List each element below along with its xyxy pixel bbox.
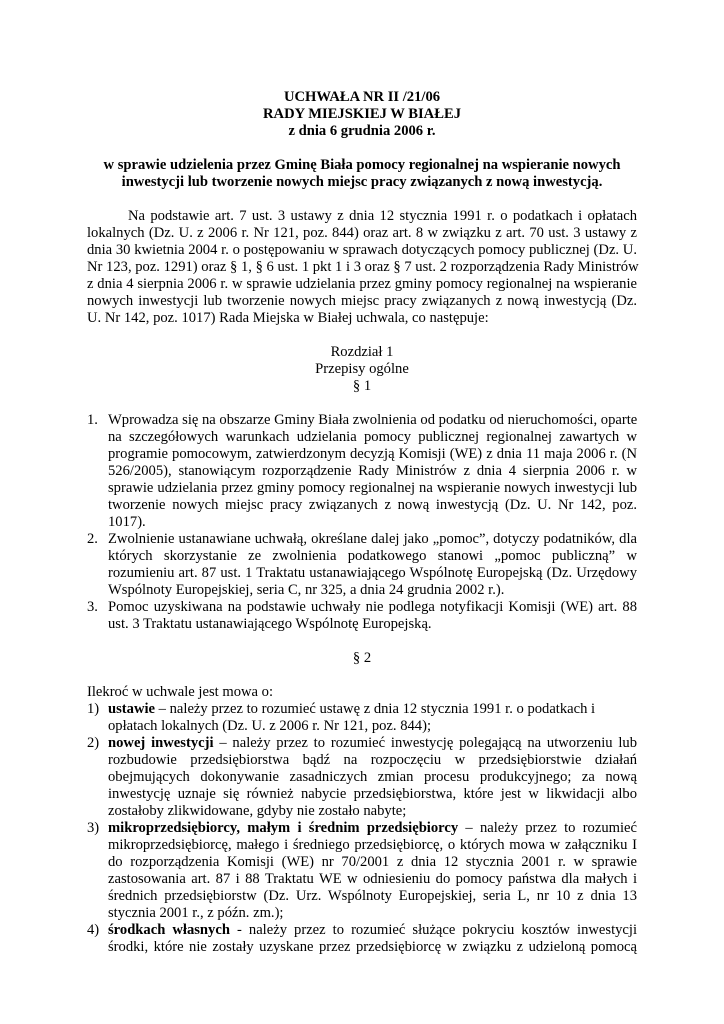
list-item-line: rozbudowie przedsiębiorstwa bądź na rozpoczęciu w przedsiębiorstwie działań bbox=[108, 752, 637, 768]
list-item-line: których skorzystanie ze zwolnienia podatkowego stanowi „pomoc publiczną” w bbox=[108, 548, 637, 564]
resolution-subject-line-2: inwestycji lub tworzenie nowych miejsc pracy związanych z nową inwestycją. bbox=[121, 174, 603, 190]
list-item-line: zostałoby zlikwidowane, gdyby nie zostało nabyte; bbox=[108, 803, 407, 819]
definition-text: – należy przez to rozumieć ustawę z dnia 12 stycznia 1991 r. o podatkach i bbox=[155, 701, 596, 717]
list-item-line: programie pomocowym, zatwierdzonym decyzją Komisji (WE) z dnia 11 maja 2006 r. (N bbox=[108, 446, 637, 462]
preamble-line: z dnia 4 sierpnia 2006 r. w sprawie udzielania przez gminy pomocy regionalnej na wspieranie bbox=[87, 276, 637, 292]
list-item-line: 526/2005), stanowiącym rozporządzenie Rady Ministrów z dnia 4 sierpnia 2006 r. w bbox=[108, 463, 637, 479]
chapter-name: Przepisy ogólne bbox=[315, 361, 409, 377]
defined-term: mikroprzedsiębiorcy, małym i średnim przedsiębiorcy bbox=[108, 820, 459, 836]
definition-text: - należy przez to rozumieć służące pokryciu kosztów inwestycji bbox=[229, 922, 638, 938]
preamble-line: Na podstawie art. 7 ust. 3 ustawy z dnia 12 stycznia 1991 r. o podatkach i opłatach bbox=[128, 208, 637, 224]
list-item-line: mikroprzedsiębiorcę, małego i średniego przedsiębiorcę, o których mowa w załączniku I bbox=[108, 837, 637, 853]
definition-first-line bbox=[108, 820, 637, 837]
defined-term: środkach własnych bbox=[108, 922, 230, 938]
list-item-line: na szczegółowych warunkach udzielania pomocy publicznej regionalnej zawartych w bbox=[108, 429, 637, 445]
list-item-line: obejmujących dokonywanie zasadniczych zmian procesu produkcyjnego; za nową bbox=[108, 769, 637, 785]
resolution-date: z dnia 6 grudnia 2006 r. bbox=[288, 123, 436, 139]
list-item-line: średnich przedsiębiorstw (Dz. Urz. Wspólnoty Europejskiej, seria L, nr 10 z dnia 13 bbox=[108, 888, 637, 904]
definition-first-line bbox=[108, 735, 637, 752]
section-1-heading: § 1 bbox=[352, 378, 372, 394]
list-item-line: środki, które nie zostały uzyskane przez przedsiębiorcę w związku z udzieloną pomocą bbox=[108, 939, 637, 955]
definition-text: – należy przez to rozumieć inwestycję polegającą na utworzeniu lub bbox=[213, 735, 637, 751]
definition-first-line bbox=[108, 701, 595, 718]
definitions-intro: Ilekroć w uchwale jest mowa o: bbox=[87, 684, 274, 700]
list-item-line: opłatach lokalnych (Dz. U. z 2006 r. Nr 121, poz. 844); bbox=[108, 718, 432, 734]
list-number: 3) bbox=[87, 820, 100, 836]
section-2-heading: § 2 bbox=[352, 650, 372, 666]
preamble-line: nowych inwestycji lub tworzenie nowych miejsc pracy związanych z nową inwestycją (Dz. bbox=[87, 293, 637, 309]
list-number: 1) bbox=[87, 701, 100, 717]
list-item-line: zastosowania art. 87 i 88 Traktatu WE w odniesieniu do pomocy państwa dla małych i bbox=[108, 871, 637, 887]
list-item-line: rozumieniu art. 87 ust. 1 Traktatu ustanawiającego Wspólnotę Europejską (Dz. Urzędowy bbox=[108, 565, 637, 581]
preamble-line: dnia 30 kwietnia 2004 r. o postępowaniu w sprawach dotyczących pomocy publicznej (Dz. U. bbox=[87, 242, 637, 258]
list-item-line: Wprowadza się na obszarze Gminy Biała zwolnienia od podatku od nieruchomości, oparte bbox=[108, 412, 638, 428]
resolution-subject-line-1: w sprawie udzielenia przez Gminę Biała pomocy regionalnej na wspieranie nowych bbox=[103, 157, 621, 173]
resolution-issuer: RADY MIEJSKIEJ W BIAŁEJ bbox=[262, 106, 461, 122]
list-item-line: 1017). bbox=[108, 514, 146, 530]
defined-term: nowej inwestycji bbox=[108, 735, 214, 751]
preamble-line: U. Nr 142, poz. 1017) Rada Miejska w Białej uchwala, co następuje: bbox=[87, 310, 489, 326]
list-number: 2. bbox=[87, 531, 98, 547]
list-item-line: sprawie udzielania przez gminy pomocy regionalnej na wspieranie nowych inwestycji lub bbox=[108, 480, 637, 496]
definition-first-line bbox=[108, 922, 637, 939]
list-number: 4) bbox=[87, 922, 100, 938]
resolution-title: UCHWAŁA NR II /21/06 bbox=[283, 89, 441, 105]
list-item-line: stycznia 2001 r., z późn. zm.); bbox=[108, 905, 284, 921]
list-item-line: Wspólnoty Europejskiej, seria C, nr 325, a dnia 24 grudnia 2002 r.). bbox=[108, 582, 505, 598]
list-item-line: Pomoc uzyskiwana na podstawie uchwały nie podlega notyfikacji Komisji (WE) art. 88 bbox=[108, 599, 637, 615]
list-item-line: Zwolnienie ustanawiane uchwałą, określane dalej jako „pomoc”, dotyczy podatników, dla bbox=[108, 531, 637, 547]
preamble-line: Nr 123, poz. 1291) oraz § 1, § 6 ust. 1 pkt 1 i 3 oraz § 7 ust. 2 rozporządzenia Rady Ministrów bbox=[87, 259, 639, 275]
list-item-line: ust. 3 Traktatu ustanawiającego Wspólnotę Europejską. bbox=[108, 616, 432, 632]
preamble-line: lokalnych (Dz. U. z 2006 r. Nr 121, poz. 844) oraz art. 8 w związku z art. 70 ust. 3 ustawy z bbox=[87, 225, 637, 241]
list-number: 1. bbox=[87, 412, 98, 428]
list-item-line: do rozporządzenia Komisji (WE) nr 70/2001 z dnia 12 stycznia 2001 r. w sprawie bbox=[108, 854, 637, 870]
defined-term: ustawie bbox=[108, 701, 156, 717]
list-item-line: tworzenie nowych miejsc pracy związanych z nową inwestycją (Dz. U. Nr 142, poz. bbox=[108, 497, 637, 513]
definition-text: – należy przez to rozumieć bbox=[458, 820, 637, 836]
list-number: 2) bbox=[87, 735, 100, 751]
list-number: 3. bbox=[87, 599, 98, 615]
chapter-number: Rozdział 1 bbox=[330, 344, 394, 360]
list-item-line: inwestycję uznaje się również nabycie przedsiębiorstwa, które jest w likwidacji albo bbox=[108, 786, 637, 802]
